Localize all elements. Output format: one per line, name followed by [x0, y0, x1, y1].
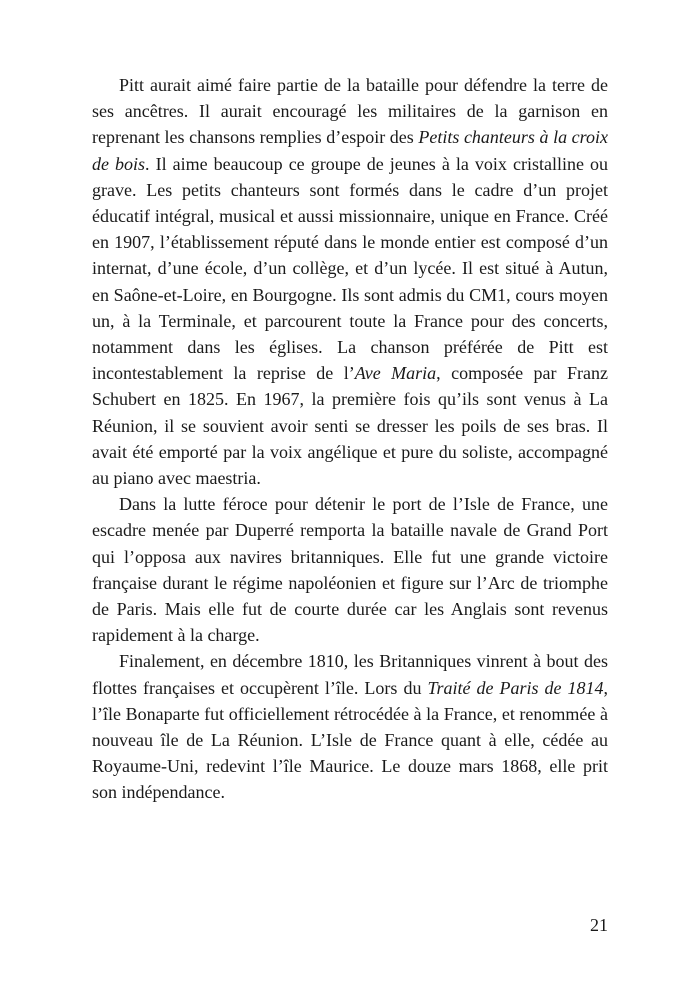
paragraph	[92, 491, 608, 648]
text-segment: , l’île Bonaparte fut officiellement rétrocédée à la France, et renommée à nouveau île de La Réunion. L’Isle de France quant à elle, cédée au Royaume-Uni, redevint l’île Maurice. Le douze mars 1868, elle prit son indépendance.	[92, 677, 608, 803]
body-text	[92, 72, 608, 806]
paragraph	[92, 648, 608, 805]
italic-title-ave-maria: Ave Maria	[354, 363, 437, 384]
text-segment: , composée par Franz Schubert en 1825. En 1967, la première fois qu’ils sont venus à La Réunion, il se souvient avoir senti se dresser les poils de ses bras. Il avait été emporté par la voix angélique et pure du soliste, accompagné au piano avec maestria.	[92, 363, 608, 489]
text-segment: . Il aime beaucoup ce groupe de jeunes à la voix cristalline ou grave. Les petits chanteurs sont formés dans le cadre d’un projet éducatif intégral, musical et aussi missionnaire, unique en France. Créé en 1907, l’établissement réputé dans le monde entier est composé d’un internat, d’une école, d’un collège, et d’un lycée. Il est situé à Autun, en Saône-et-Loire, en Bourgogne. Ils sont admis du CM1, cours moyen un, à la Terminale, et parcourent toute la France pour des concerts, notamment dans les églises. La chanson préférée de Pitt est incontestablement la reprise de l’	[92, 153, 608, 384]
italic-title-petits-chanteurs: Petits chanteurs à la croix de bois	[92, 127, 608, 174]
text-segment: Pitt aurait aimé faire partie de la bataille pour défendre la terre de ses ancêtres. Il aurait encouragé les militaires de la garnison en reprenant les chansons remplies d’espoir des	[92, 75, 608, 148]
paragraph	[92, 72, 608, 491]
text-segment: Dans la lutte féroce pour détenir le port de l’Isle de France, une escadre menée par Duperré remporta la bataille navale de Grand Port qui l’opposa aux navires britanniques. Elle fut une grande victoire française durant le régime napoléonien et figure sur l’Arc de triomphe de Paris. Mais elle fut de courte durée car les Anglais sont revenus rapidement à la charge.	[92, 494, 608, 646]
page-number: 21	[590, 915, 608, 935]
italic-title-traite-de-paris: Traité de Paris de 1814	[427, 677, 604, 698]
text-segment: Finalement, en décembre 1810, les Britanniques vinrent à bout des flottes françaises et occupèrent l’île. Lors du	[92, 651, 608, 698]
